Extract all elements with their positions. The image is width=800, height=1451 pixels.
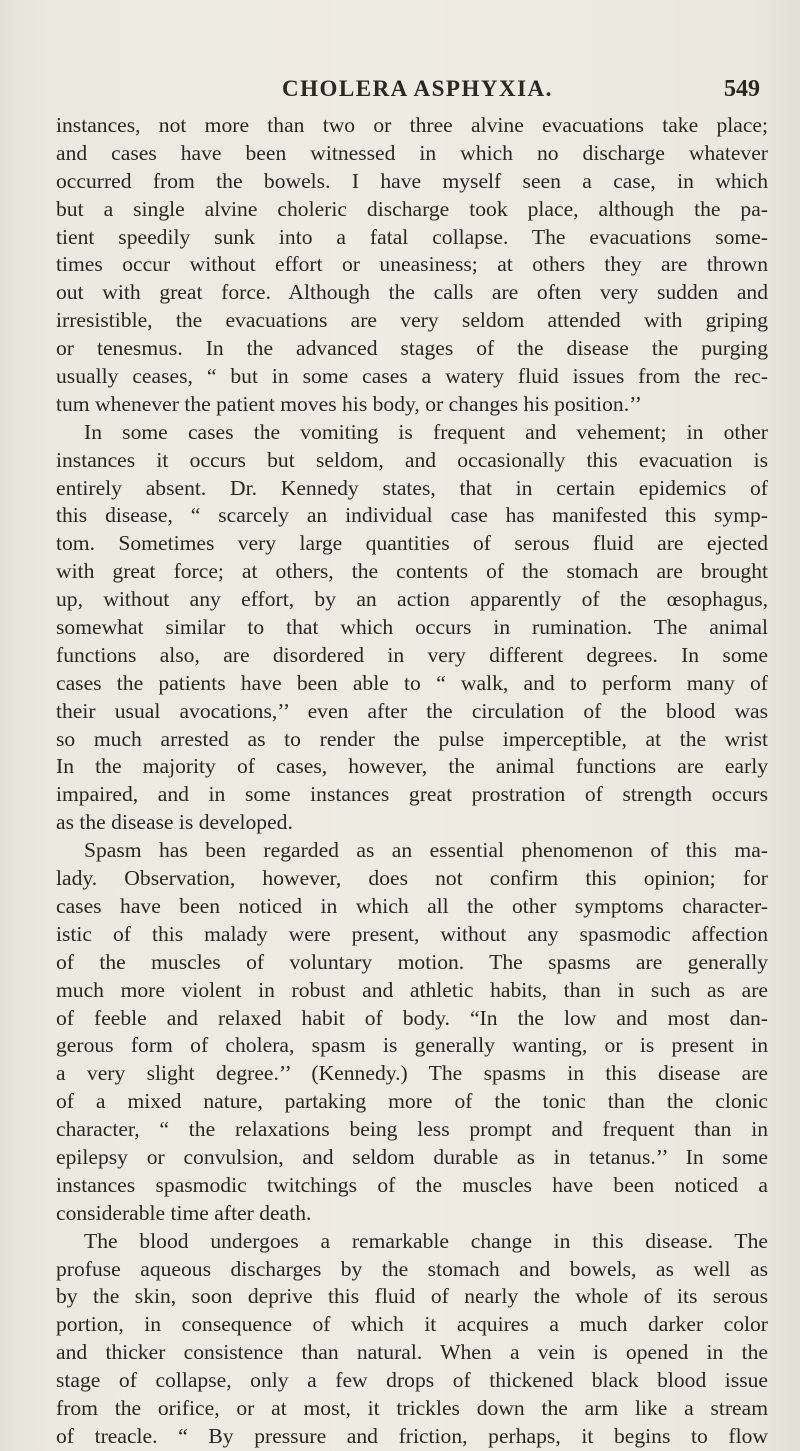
text-line: functions also, are disordered in very different degrees. In some xyxy=(56,642,768,667)
text-line: with great force; at others, the contents of the stomach are brought xyxy=(56,559,768,584)
text-line: out with great force. Although the calls are often very sudden and xyxy=(56,280,768,305)
text-line: times occur without effort or uneasiness; at others they are thrown xyxy=(56,252,768,277)
text-line: somewhat similar to that which occurs in rumination. The animal xyxy=(56,615,768,640)
text-line: a very slight degree.’’ (Kennedy.) The spasms in this disease are xyxy=(56,1061,768,1086)
text-line: but a single alvine choleric discharge took place, although the pa- xyxy=(56,196,768,221)
text-line: istic of this malady were present, without any spasmodic affection xyxy=(56,921,768,946)
text-line: from the orifice, or at most, it trickles down the arm like a stream xyxy=(56,1395,768,1420)
text-line: occurred from the bowels. I have myself seen a case, in which xyxy=(56,168,768,193)
text-line: of the muscles of voluntary motion. The spasms are generally xyxy=(56,949,768,974)
text-line: and cases have been witnessed in which no discharge whatever xyxy=(56,140,768,165)
text-line: Spasm has been regarded as an essential phenomenon of this ma- xyxy=(84,838,768,863)
text-line: as the disease is developed. xyxy=(56,810,293,835)
text-line: epilepsy or convulsion, and seldom durable as in tetanus.’’ In some xyxy=(56,1144,768,1169)
text-line: instances, not more than two or three alvine evacuations take place; xyxy=(56,113,768,137)
text-line: irresistible, the evacuations are very seldom attended with griping xyxy=(56,308,768,333)
text-line: entirely absent. Dr. Kennedy states, that in certain epidemics of xyxy=(56,475,768,500)
text-line: so much arrested as to render the pulse imperceptible, at the wrist xyxy=(56,726,768,751)
text-line: tom. Sometimes very large quantities of serous fluid are ejected xyxy=(56,531,768,556)
text-line: of feeble and relaxed habit of body. “In the low and most dan- xyxy=(56,1005,768,1030)
text-line: considerable time after death. xyxy=(56,1200,312,1225)
running-head xyxy=(60,76,760,106)
text-line: usually ceases, “ but in some cases a watery fluid issues from the rec- xyxy=(56,364,768,389)
text-line: of treacle. “ By pressure and friction, perhaps, it begins to flow xyxy=(56,1423,768,1448)
text-line: tum whenever the patient moves his body, or changes his position.’’ xyxy=(56,391,642,416)
text-line: tient speedily sunk into a fatal collapse. The evacuations some- xyxy=(56,224,768,249)
text-line: and thicker consistence than natural. When a vein is opened in the xyxy=(56,1340,768,1365)
text-line: much more violent in robust and athletic habits, than in such as are xyxy=(56,977,768,1002)
text-line: In the majority of cases, however, the animal functions are early xyxy=(56,754,768,779)
text-line: or tenesmus. In the advanced stages of the disease the purging xyxy=(56,336,768,361)
running-title: CHOLERA ASPHYXIA. xyxy=(282,76,553,101)
text-line: character, “ the relaxations being less prompt and frequent than in xyxy=(56,1117,768,1142)
text-line: stage of collapse, only a few drops of thickened black blood issue xyxy=(56,1368,768,1393)
text-line: gerous form of cholera, spasm is generally wanting, or is present in xyxy=(56,1033,768,1058)
text-line: profuse aqueous discharges by the stomach and bowels, as well as xyxy=(56,1256,768,1281)
text-line: instances it occurs but seldom, and occasionally this evacuation is xyxy=(56,447,768,472)
text-line: In some cases the vomiting is frequent and vehement; in other xyxy=(84,419,768,444)
text-line: instances spasmodic twitchings of the muscles have been noticed a xyxy=(56,1172,768,1197)
body-text xyxy=(56,112,768,1451)
text-line: of a mixed nature, partaking more of the tonic than the clonic xyxy=(56,1089,768,1114)
text-line: The blood undergoes a remarkable change in this disease. The xyxy=(84,1228,768,1253)
page-number: 549 xyxy=(724,76,760,102)
text-line: cases the patients have been able to “ walk, and to perform many of xyxy=(56,670,768,695)
text-line: cases have been noticed in which all the other symptoms character- xyxy=(56,893,768,918)
text-line: lady. Observation, however, does not confirm this opinion; for xyxy=(56,866,768,891)
text-line: impaired, and in some instances great prostration of strength occurs xyxy=(56,782,768,807)
text-line: up, without any effort, by an action apparently of the œsophagus, xyxy=(56,587,768,612)
text-line: by the skin, soon deprive this fluid of nearly the whole of its serous xyxy=(56,1284,768,1309)
text-line: this disease, “ scarcely an individual case has manifested this symp- xyxy=(56,503,768,528)
text-line: their usual avocations,’’ even after the circulation of the blood was xyxy=(56,698,768,723)
text-line: portion, in consequence of which it acquires a much darker color xyxy=(56,1312,768,1337)
